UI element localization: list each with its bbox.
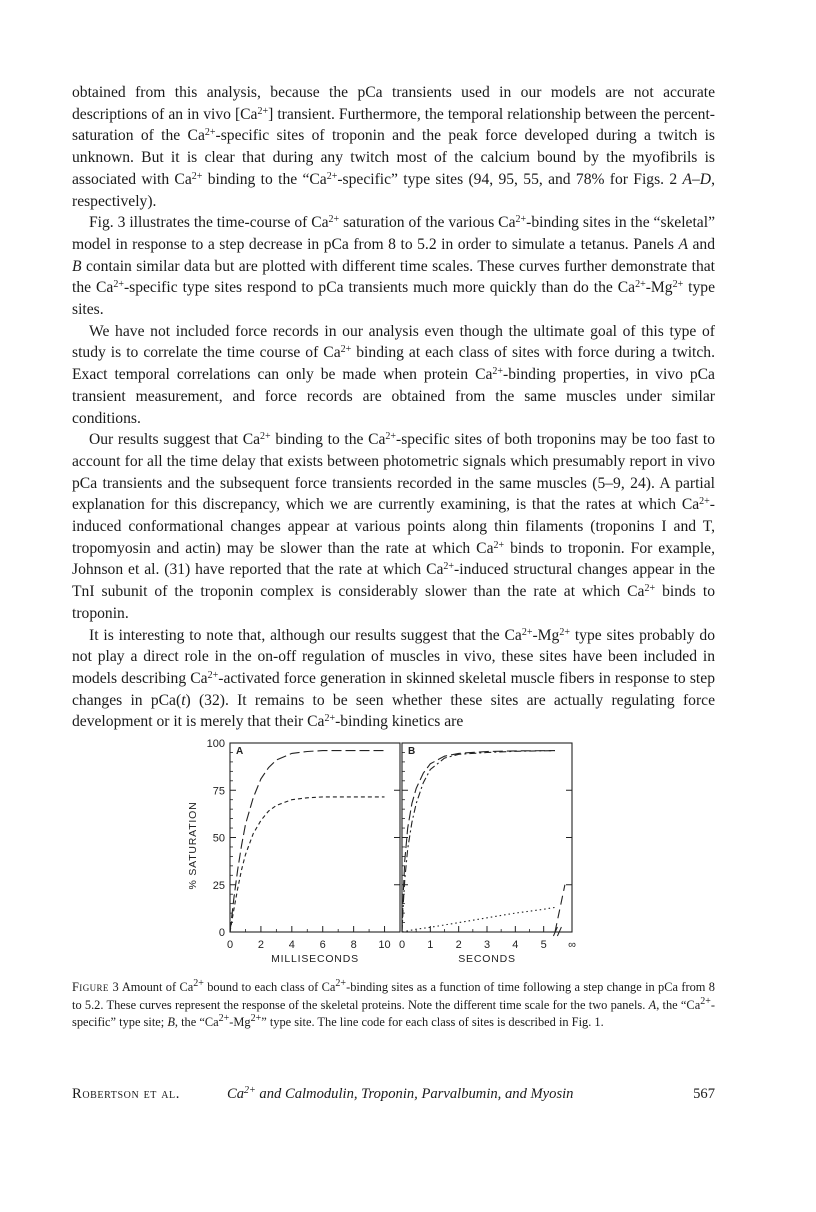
- x-tick-label: 5: [540, 939, 547, 951]
- panel-A-series-long-dash: [230, 751, 385, 932]
- paragraph-4: Our results suggest that $Ca^{2+}$ binding to the $Ca^{2+}$-specific sites of both troponins may be too fast to account for all the time delay that exists between photometric signals which presumably report in vivo pCa transients and the subsequent force transients recorded in the same muscles (5–9, 24). A partial explanation for this discrepancy, which we are currently examining, is that the rates at which $Ca^{2+}$-induced conformational changes appear at various points along thin filaments (troponins I and T, tropomyosin and actin) may be slower than the rate at which $Ca^{2+}$ binds to troponin. For example, Johnson et al. (31) have reported that the rate at which $Ca^{2+}$-induced structural changes appear in the TnI subunit of the troponin complex is considerably slower than the rate at which $Ca^{2+}$ binds to troponin.: [72, 431, 716, 622]
- figure-caption: [72, 979, 715, 1032]
- panel-A-letter: A: [236, 746, 244, 757]
- panel-B-series-dotted: [402, 907, 555, 932]
- panel-B-frame: [402, 743, 572, 932]
- y-tick-label: 25: [212, 879, 225, 892]
- figure-caption-label: Figure 3: [72, 980, 120, 994]
- paragraph-3: We have not included force records in our analysis even though the ultimate goal of this type of study is to correlate the time course of $Ca^{2+}$ binding at each class of sites with force during a twitch. Exact temporal correlations can only be made when protein $Ca^{2+}$-binding properties, in vivo pCa transient measurement, and force records are obtained from the same muscles under similar conditions.: [72, 322, 715, 427]
- page-number: 567: [693, 1086, 715, 1102]
- paragraph-1: obtained from this analysis, because the pCa transients used in our models are not accurate descriptions of an in vivo $[Ca^{2+}]$ transient. Furthermore, the temporal relationship between the percent-saturation of the $Ca^{2+}$-specific sites of troponin and the peak force developed during a twitch is unknown. But it is clear that during any twitch most of the calcium bound by the myofibrils is associated with $Ca^{2+}$ binding to the “$Ca^{2+}$-specific” type sites (94, 95, 55, and 78% for Figs. 2 A–D, respectively).: [72, 84, 715, 210]
- x-axis-label: SECONDS: [458, 953, 516, 964]
- x-axis-label: MILLISECONDS: [271, 953, 359, 964]
- panel-B-series-long-dash: [402, 751, 555, 932]
- x-tick-label: 4: [288, 939, 295, 951]
- x-tick-label: 2: [455, 939, 462, 951]
- figure-3: [180, 728, 600, 964]
- paragraph-2: Fig. 3 illustrates the time-course of $Ca^{2+}$ saturation of the various $Ca^{2+}$-binding sites in the “skeletal” model in response to a step decrease in pCa from 8 to 5.2 in order to simulate a tetanus. Panels A and B contain similar data but are plotted with different time scales. These curves further demonstrate that the $Ca^{2+}$-specific type sites respond to pCa transients much more quickly than do the $Ca^{2+}-Mg^{2+}$ type sites.: [72, 214, 715, 319]
- panel-A-series-short-dash: [230, 797, 385, 932]
- figure-3-plot: [180, 728, 600, 964]
- y-tick-label: 100: [206, 738, 225, 750]
- x-tick-label: 8: [350, 939, 357, 951]
- x-tick-label: 6: [319, 939, 326, 951]
- y-tick-label: 0: [218, 927, 225, 939]
- x-tick-label: 10: [378, 939, 391, 951]
- page-footer: [72, 1086, 715, 1106]
- x-tick-label: 2: [257, 939, 264, 951]
- y-tick-label: 75: [212, 785, 225, 798]
- x-tick-label: ∞: [568, 939, 576, 951]
- figure-caption-text: Amount of $Ca^{2+}$ bound to each class of $Ca^{2+}$-binding sites as a function of time following a step change in pCa from 8 to 5.2. These curves represent the response of the skeletal proteins. Note the different time scale for the two panels. A, the “$Ca^{2+}$-specific” type site; B, the “$Ca^{2+}-Mg^{2+}$” type site. The line code for each class of sites is described in Fig. 1.: [72, 978, 715, 1029]
- x-tick-label: 0: [398, 939, 406, 951]
- x-tick-label: 1: [427, 939, 434, 951]
- footer-authors: Robertson et al.: [72, 1086, 181, 1102]
- panel-B-series-steady-state: [555, 885, 565, 932]
- x-tick-label: 0: [226, 939, 234, 951]
- y-tick-label: 50: [212, 832, 225, 845]
- figure-axes: [187, 738, 576, 964]
- paragraph-5: It is interesting to note that, although our results suggest that the $Ca^{2+}-Mg^{2+}$ type sites probably do not play a direct role in the on-off regulation of muscles in vivo, these sites have been included in models describing $Ca^{2+}$-activated force generation in skinned skeletal muscle fibers in response to step changes in pCa(t) (32). It remains to be seen whether these sites are actually regulating force development or it is merely that their $Ca^{2+}$-binding kinetics are: [72, 626, 715, 731]
- footer-running-title: $Ca^{2+}$ and Calmodulin, Troponin, Parvalbumin, and Myosin: [227, 1085, 574, 1102]
- x-tick-label: 3: [483, 939, 491, 951]
- panel-B-letter: B: [408, 746, 416, 757]
- y-axis-label: % SATURATION: [187, 801, 199, 890]
- panel-A-frame: [230, 743, 400, 932]
- panel-B-series-dash-dot: [402, 751, 555, 932]
- body-text: [72, 82, 715, 733]
- x-tick-label: 4: [512, 939, 519, 951]
